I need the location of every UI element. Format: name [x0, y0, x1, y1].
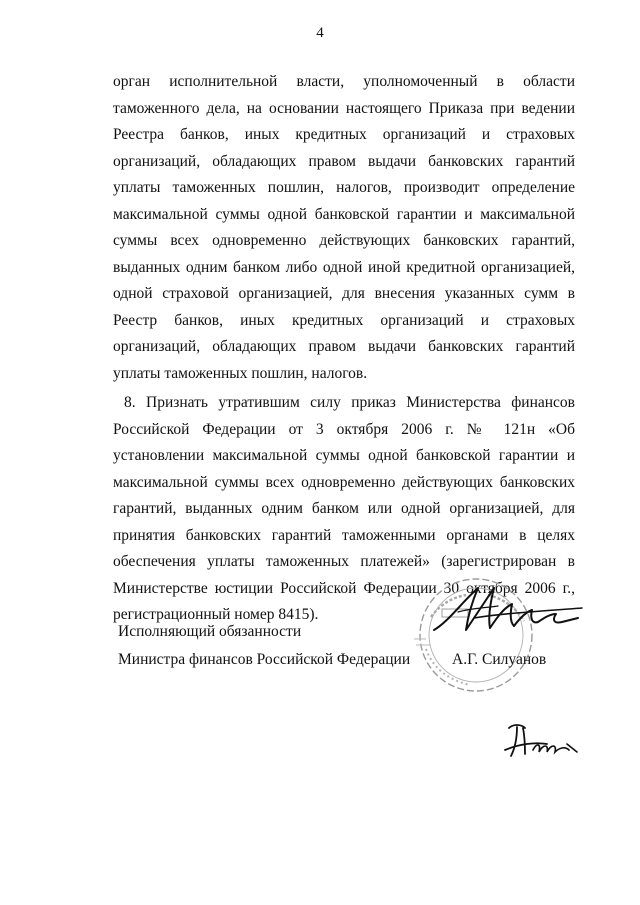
paragraph-continuation: орган исполнительной власти, уполномоченный в области таможенного дела, на основании настоящего Приказа при ведении Реестра банков, иных кредитных организаций и страховых организаций, обладающих правом выдачи банковских гарантий уплаты таможенных пошлин, налогов, производит определение максимальной суммы одной банковской гарантии и максимальной суммы всех одновременно действующих банковских гарантий, выданных одним банком либо одной иной кредитной организацией, одной страховой организацией, для внесения указанных сумм в Реестр банков, иных кредитных организаций и страховых организаций, обладающих правом выдачи банковских гарантий уплаты таможенных пошлин, налогов.: [113, 73, 575, 382]
page-number: 4: [316, 25, 324, 41]
signatory-title-line-2: Министра финансов Российской Федерации: [118, 651, 411, 668]
signatory-name: А.Г. Силуанов: [452, 651, 547, 668]
signatory-title-line-1: Исполняющий обязанности: [118, 623, 302, 640]
handwritten-initials: [495, 710, 595, 770]
signatory-row: [118, 646, 578, 674]
signature-block: [118, 618, 578, 674]
paragraph-item-8: 8. Признать утратившим силу приказ Министерства финансов Российской Федерации от 3 октября 2006 г. № 121н «Об установлении максимальной суммы одной банковской гарантии и максимальной суммы всех одновременно действующих банковских гарантий, выданных одним банком или одной организацией, для принятия банковских гарантий таможенными органами в целях обеспечения уплаты таможенных платежей» (зарегистрирован в Министерстве юстиции Российской Федерации 30 октября 2006 г., регистрационный номер 8415).: [113, 394, 575, 623]
document-body: [113, 69, 575, 629]
